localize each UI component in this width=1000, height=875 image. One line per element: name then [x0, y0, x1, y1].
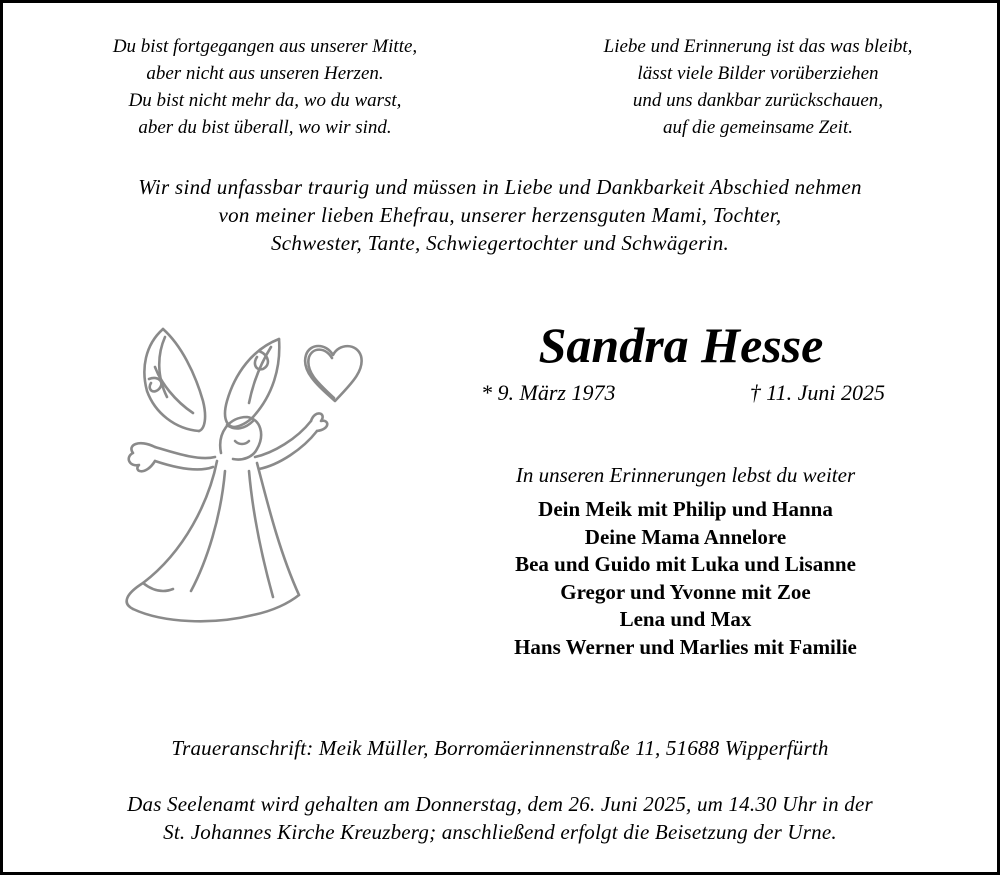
poem-line: Liebe und Erinnerung ist das was bleibt, [603, 36, 913, 57]
death-date: † 11. Juni 2025 [749, 380, 885, 405]
poem-line: aber nicht aus unseren Herzen. [146, 63, 384, 84]
family-list [473, 496, 898, 662]
family-line: Hans Werner und Marlies mit Familie [514, 634, 857, 659]
family-line: Gregor und Yvonne mit Zoe [560, 579, 811, 604]
poem-line: auf die gemeinsame Zeit. [663, 117, 853, 138]
intro-line: Schwester, Tante, Schwiegertochter und Schwägerin. [270, 231, 730, 255]
poem-line: Du bist nicht mehr da, wo du warst, [128, 90, 402, 111]
birth-date: * 9. März 1973 [481, 380, 616, 405]
mourning-address: Traueranschrift: Meik Müller, Borromäerinnenstraße 11, 51688 Wipperfürth [171, 736, 829, 760]
poem-right [558, 33, 958, 141]
service-line: St. Johannes Kirche Kreuzberg; anschließend erfolgt die Beisetzung der Urne. [163, 820, 837, 844]
memory-line: In unseren Erinnerungen lebst du weiter [515, 463, 856, 487]
poem-line: lässt viele Bilder vorüberziehen [637, 63, 879, 84]
family-line: Dein Meik mit Philip und Hanna [538, 497, 833, 521]
poem-line: und uns dankbar zurückschauen, [632, 90, 884, 111]
family-line: Lena und Max [619, 607, 752, 632]
intro-text [3, 173, 997, 257]
intro-line: Wir sind unfassbar traurig und müssen in Liebe und Dankbarkeit Abschied nehmen [138, 175, 862, 199]
poem-left [65, 33, 465, 141]
intro-line: von meiner lieben Ehefrau, unserer herzensguten Mami, Tochter, [218, 203, 782, 227]
service-info [3, 790, 997, 846]
family-line: Deine Mama Annelore [584, 524, 787, 549]
poem-line: aber du bist überall, wo wir sind. [138, 117, 392, 138]
service-line: Das Seelenamt wird gehalten am Donnerstag, dem 26. Juni 2025, um 14.30 Uhr in der [127, 792, 873, 816]
life-dates [481, 379, 885, 407]
family-line: Bea und Guido mit Luka und Lisanne [515, 552, 856, 577]
angel-with-heart-icon [103, 321, 383, 631]
poem-line: Du bist fortgegangen aus unserer Mitte, [112, 36, 418, 57]
deceased-name: Sandra Hesse [538, 317, 824, 373]
